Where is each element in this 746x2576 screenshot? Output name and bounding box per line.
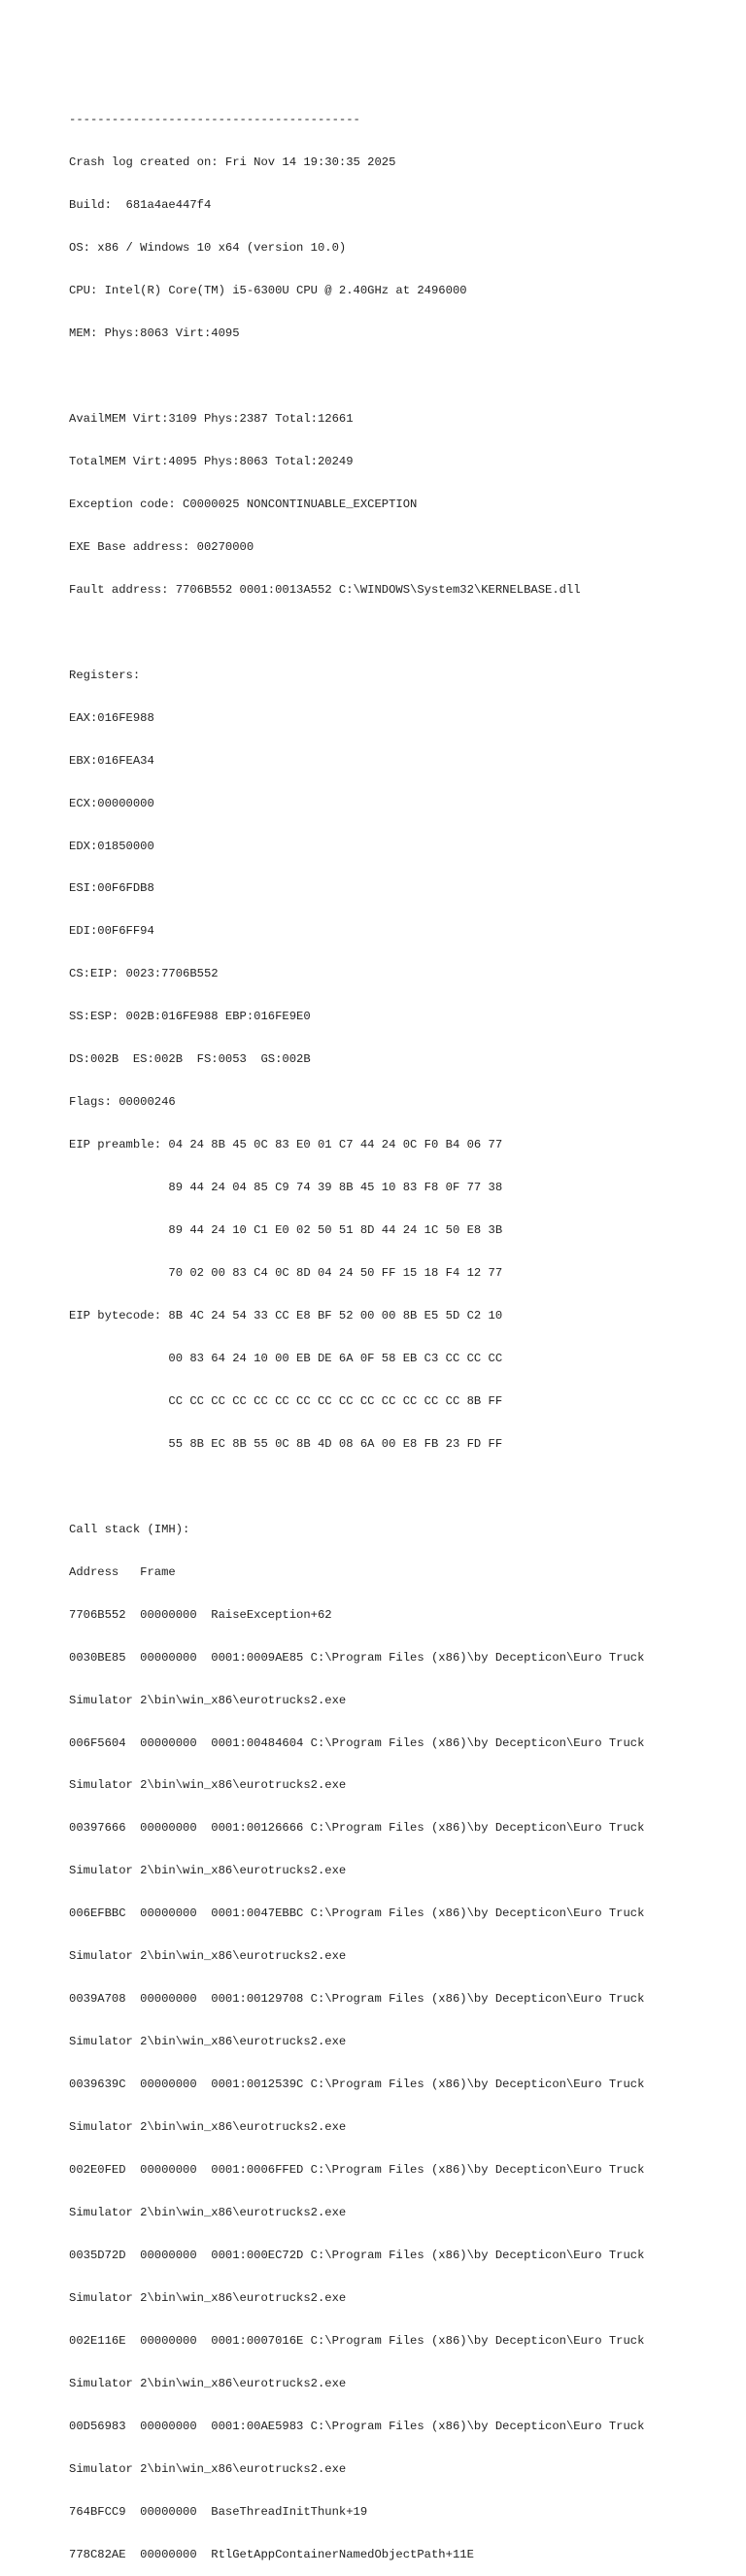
call-stack-frame-continuation: Simulator 2\bin\win_x86\eurotrucks2.exe — [69, 2120, 347, 2135]
call-stack-frame-continuation: Simulator 2\bin\win_x86\eurotrucks2.exe — [69, 2206, 347, 2220]
call-stack-frame-continuation: Simulator 2\bin\win_x86\eurotrucks2.exe — [69, 1949, 347, 1964]
cpu-line: CPU: Intel(R) Core(TM) i5-6300U CPU @ 2.40GHz at 2496000 — [69, 284, 467, 298]
register-edi: EDI:00F6FF94 — [69, 924, 154, 939]
call-stack-frame: 002E0FED 00000000 0001:0006FFED C:\Program Files (x86)\by Decepticon\Euro Truck — [69, 2163, 645, 2178]
register-eax: EAX:016FE988 — [69, 710, 154, 725]
eip-preamble-line: EIP preamble: 04 24 8B 45 0C 83 E0 01 C7 44 24 0C F0 B4 06 77 — [69, 1138, 503, 1152]
call-stack-heading: Call stack (IMH): — [69, 1522, 190, 1536]
eip-bytecode-line: 55 8B EC 8B 55 0C 8B 4D 08 6A 00 E8 FB 23 FD FF — [69, 1436, 503, 1451]
blank-line — [69, 369, 739, 384]
call-stack-frame: 00397666 00000000 0001:00126666 C:\Program Files (x86)\by Decepticon\Euro Truck — [69, 1821, 645, 1836]
blank-line — [69, 1480, 739, 1494]
mem-line: MEM: Phys:8063 Virt:4095 — [69, 326, 240, 341]
call-stack-frame-continuation: Simulator 2\bin\win_x86\eurotrucks2.exe — [69, 2290, 347, 2305]
call-stack-frame-continuation: Simulator 2\bin\win_x86\eurotrucks2.exe — [69, 2035, 347, 2049]
register-ecx: ECX:00000000 — [69, 796, 154, 810]
call-stack-frame-continuation: Simulator 2\bin\win_x86\eurotrucks2.exe — [69, 1778, 347, 1793]
call-stack-frame: 0035D72D 00000000 0001:000EC72D C:\Program Files (x86)\by Decepticon\Euro Truck — [69, 2248, 645, 2262]
fault-address-line: Fault address: 7706B552 0001:0013A552 C:\WINDOWS\System32\KERNELBASE.dll — [69, 582, 581, 597]
register-edx: EDX:01850000 — [69, 839, 154, 853]
call-stack-frame-continuation: Simulator 2\bin\win_x86\eurotrucks2.exe — [69, 2376, 347, 2390]
exe-base-line: EXE Base address: 00270000 — [69, 539, 254, 554]
register-ss-esp: SS:ESP: 002B:016FE988 EBP:016FE9E0 — [69, 1010, 311, 1024]
register-cs-eip: CS:EIP: 0023:7706B552 — [69, 967, 219, 981]
separator-line: ----------------------------------------- — [69, 113, 360, 127]
crash-log-text — [69, 85, 739, 2576]
call-stack-frame: 006EFBBC 00000000 0001:0047EBBC C:\Program Files (x86)\by Decepticon\Euro Truck — [69, 1906, 645, 1921]
register-esi: ESI:00F6FDB8 — [69, 881, 154, 896]
eip-preamble-line: 89 44 24 04 85 C9 74 39 8B 45 10 83 F8 0F 77 38 — [69, 1181, 503, 1195]
eip-preamble-line: 89 44 24 10 C1 E0 02 50 51 8D 44 24 1C 50 E8 3B — [69, 1223, 503, 1238]
blank-line — [69, 626, 739, 640]
call-stack-header: Address Frame — [69, 1564, 176, 1579]
availmem-line: AvailMEM Virt:3109 Phys:2387 Total:12661 — [69, 411, 354, 426]
eip-preamble-line: 70 02 00 83 C4 0C 8D 04 24 50 FF 15 18 F4 12 77 — [69, 1266, 503, 1281]
build-line: Build: 681a4ae447f4 — [69, 198, 212, 213]
segment-registers: DS:002B ES:002B FS:0053 GS:002B — [69, 1052, 311, 1067]
register-ebx: EBX:016FEA34 — [69, 753, 154, 768]
call-stack-frame: 7706B552 00000000 RaiseException+62 — [69, 1607, 332, 1622]
crash-log-created: Crash log created on: Fri Nov 14 19:30:35 2025 — [69, 155, 396, 170]
call-stack-frame: 0039A708 00000000 0001:00129708 C:\Program Files (x86)\by Decepticon\Euro Truck — [69, 1992, 645, 2007]
call-stack-frame-continuation: Simulator 2\bin\win_x86\eurotrucks2.exe — [69, 1693, 347, 1707]
call-stack-frame: 0030BE85 00000000 0001:0009AE85 C:\Program Files (x86)\by Decepticon\Euro Truck — [69, 1650, 645, 1665]
eip-bytecode-line: CC CC CC CC CC CC CC CC CC CC CC CC CC CC 8B FF — [69, 1393, 503, 1408]
os-line: OS: x86 / Windows 10 x64 (version 10.0) — [69, 241, 347, 256]
call-stack-frame: 778C82AE 00000000 RtlGetAppContainerNamedObjectPath+11E — [69, 2547, 474, 2561]
call-stack-frame-continuation: Simulator 2\bin\win_x86\eurotrucks2.exe — [69, 2461, 347, 2476]
call-stack-frame: 00D56983 00000000 0001:00AE5983 C:\Program Files (x86)\by Decepticon\Euro Truck — [69, 2419, 645, 2433]
call-stack-frame: 006F5604 00000000 0001:00484604 C:\Program Files (x86)\by Decepticon\Euro Truck — [69, 1735, 645, 1750]
eip-bytecode-line: EIP bytecode: 8B 4C 24 54 33 CC E8 BF 52 00 00 8B E5 5D C2 10 — [69, 1309, 503, 1322]
call-stack-frame: 0039639C 00000000 0001:0012539C C:\Program Files (x86)\by Decepticon\Euro Truck — [69, 2078, 645, 2092]
totalmem-line: TotalMEM Virt:4095 Phys:8063 Total:20249 — [69, 454, 354, 468]
call-stack-frame: 764BFCC9 00000000 BaseThreadInitThunk+19 — [69, 2504, 368, 2519]
call-stack-frame-continuation: Simulator 2\bin\win_x86\eurotrucks2.exe — [69, 1864, 347, 1878]
exception-code-line: Exception code: C0000025 NONCONTINUABLE_EXCEPTION — [69, 497, 418, 511]
registers-heading: Registers: — [69, 668, 141, 682]
call-stack-frame: 002E116E 00000000 0001:0007016E C:\Program Files (x86)\by Decepticon\Euro Truck — [69, 2333, 645, 2348]
eip-bytecode-line: 00 83 64 24 10 00 EB DE 6A 0F 58 EB C3 CC CC CC — [69, 1351, 503, 1365]
flags-line: Flags: 00000246 — [69, 1095, 176, 1110]
